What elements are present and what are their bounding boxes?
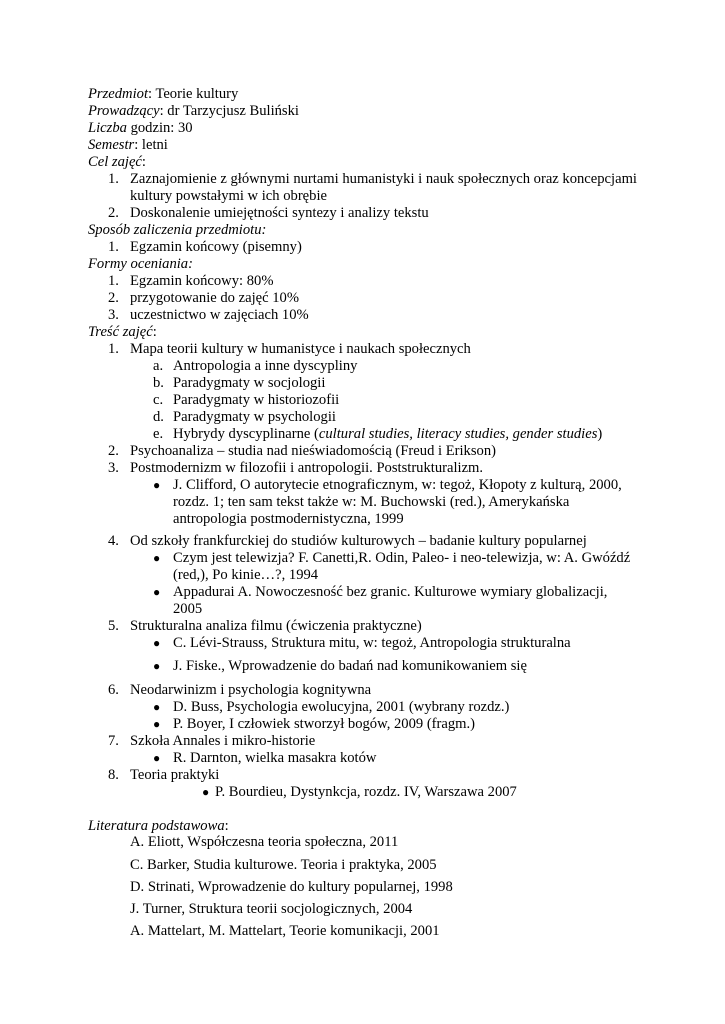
grading-item-2: przygotowanie do zajęć 10% (130, 290, 299, 306)
reading-item-cont: rozdz. 1; ten sam tekst także w: M. Buchowski (red.), Amerykańska (173, 494, 570, 510)
content-subitem-b: Paradygmaty w socjologii (173, 375, 326, 391)
list-number: 1. (108, 273, 119, 289)
list-number: 8. (108, 767, 119, 783)
content-subitem-e: Hybrydy dyscyplinarne (cultural studies, literacy studies, gender studies) (173, 426, 603, 442)
completion-heading: Sposób zaliczenia przedmiotu: (88, 222, 267, 238)
reading-item-cont: (red,), Po kinie…?, 1994 (173, 567, 319, 583)
grading-heading: Formy oceniania: (88, 256, 193, 272)
completion-item: Egzamin końcowy (pisemny) (130, 239, 302, 255)
goal-item-1: Zaznajomienie z głównymi nurtami humanistyki i nauk społecznych oraz koncepcjami (130, 171, 637, 187)
list-letter: c. (153, 392, 164, 408)
bullet-icon: ● (153, 700, 161, 714)
list-number: 5. (108, 618, 119, 634)
literature-item: D. Strinati, Wprowadzenie do kultury popularnej, 1998 (130, 879, 453, 895)
list-number: 7. (108, 733, 119, 749)
list-number: 3. (108, 460, 119, 476)
content-heading: Treść zajęć: (88, 324, 157, 340)
bullet-icon: ● (153, 636, 161, 650)
bullet-icon: ● (153, 585, 161, 599)
bullet-icon: ● (153, 478, 161, 492)
literature-item: A. Eliott, Współczesna teoria społeczna, 2011 (130, 834, 399, 850)
reading-item: J. Clifford, O autorytecie etnograficznym, w: tegoż, Kłopoty z kulturą, 2000, (173, 477, 622, 493)
bullet-icon: ● (153, 717, 161, 731)
list-number: 1. (108, 341, 119, 357)
content-item-7: Szkoła Annales i mikro-historie (130, 733, 316, 749)
reading-item-cont: antropologia postmodernistyczna, 1999 (173, 511, 404, 527)
reading-item: P. Bourdieu, Dystynkcja, rozdz. IV, Warszawa 2007 (215, 784, 517, 800)
subject-line: Przedmiot: Teorie kultury (88, 86, 239, 102)
list-letter: b. (153, 375, 164, 391)
reading-item: Czym jest telewizja? F. Canetti,R. Odin, Paleo- i neo-telewizja, w: A. Gwóźdź (173, 550, 631, 566)
list-number: 1. (108, 171, 119, 187)
lecturer-line: Prowadzący: dr Tarzycjusz Buliński (88, 103, 299, 119)
reading-item: R. Darnton, wielka masakra kotów (173, 750, 377, 766)
bullet-icon: ● (153, 659, 161, 673)
content-item-5: Strukturalna analiza filmu (ćwiczenia praktyczne) (130, 618, 422, 634)
literature-heading: Literatura podstawowa: (88, 818, 229, 834)
list-number: 2. (108, 205, 119, 221)
literature-item: J. Turner, Struktura teorii socjologicznych, 2004 (130, 901, 413, 917)
content-item-3: Postmodernizm w filozofii i antropologii. Poststrukturalizm. (130, 460, 484, 476)
reading-item: Appadurai A. Nowoczesność bez granic. Kulturowe wymiary globalizacji, (173, 584, 608, 600)
literature-item: C. Barker, Studia kulturowe. Teoria i praktyka, 2005 (130, 857, 437, 873)
reading-item: P. Boyer, I człowiek stworzył bogów, 2009 (fragm.) (173, 716, 476, 732)
list-number: 2. (108, 443, 119, 459)
bullet-icon: ● (153, 551, 161, 565)
literature-item: A. Mattelart, M. Mattelart, Teorie komunikacji, 2001 (130, 923, 440, 939)
reading-item: C. Lévi-Strauss, Struktura mitu, w: tegoż, Antropologia strukturalna (173, 635, 571, 651)
content-item-8: Teoria praktyki (130, 767, 220, 783)
goal-item-1-cont: kultury powstałymi w ich obrębie (130, 188, 327, 204)
content-item-4: Od szkoły frankfurckiej do studiów kulturowych – badanie kultury popularnej (130, 533, 587, 549)
goal-heading: Cel zajęć: (88, 154, 146, 170)
reading-item: D. Buss, Psychologia ewolucyjna, 2001 (wybrany rozdz.) (173, 699, 510, 715)
list-letter: a. (153, 358, 164, 374)
content-subitem-c: Paradygmaty w historiozofii (173, 392, 340, 408)
grading-item-1: Egzamin końcowy: 80% (130, 273, 274, 289)
content-item-2: Psychoanaliza – studia nad nieświadomością (Freud i Erikson) (130, 443, 496, 459)
list-letter: d. (153, 409, 164, 425)
reading-item: J. Fiske., Wprowadzenie do badań nad komunikowaniem się (173, 658, 527, 674)
grading-item-3: uczestnictwo w zajęciach 10% (130, 307, 309, 323)
list-letter: e. (153, 426, 164, 442)
goal-item-2: Doskonalenie umiejętności syntezy i analizy tekstu (130, 205, 429, 221)
list-number: 6. (108, 682, 119, 698)
bullet-icon: ● (153, 751, 161, 765)
list-number: 3. (108, 307, 119, 323)
content-subitem-d: Paradygmaty w psychologii (173, 409, 336, 425)
content-item-1: Mapa teorii kultury w humanistyce i naukach społecznych (130, 341, 471, 357)
bullet-icon: ● (202, 785, 210, 799)
list-number: 4. (108, 533, 119, 549)
list-number: 2. (108, 290, 119, 306)
semester-line: Semestr: letni (88, 137, 168, 153)
hours-line: Liczba godzin: 30 (88, 120, 193, 136)
reading-item-cont: 2005 (173, 601, 203, 617)
content-subitem-a: Antropologia a inne dyscypliny (173, 358, 358, 374)
content-item-6: Neodarwinizm i psychologia kognitywna (130, 682, 372, 698)
list-number: 1. (108, 239, 119, 255)
